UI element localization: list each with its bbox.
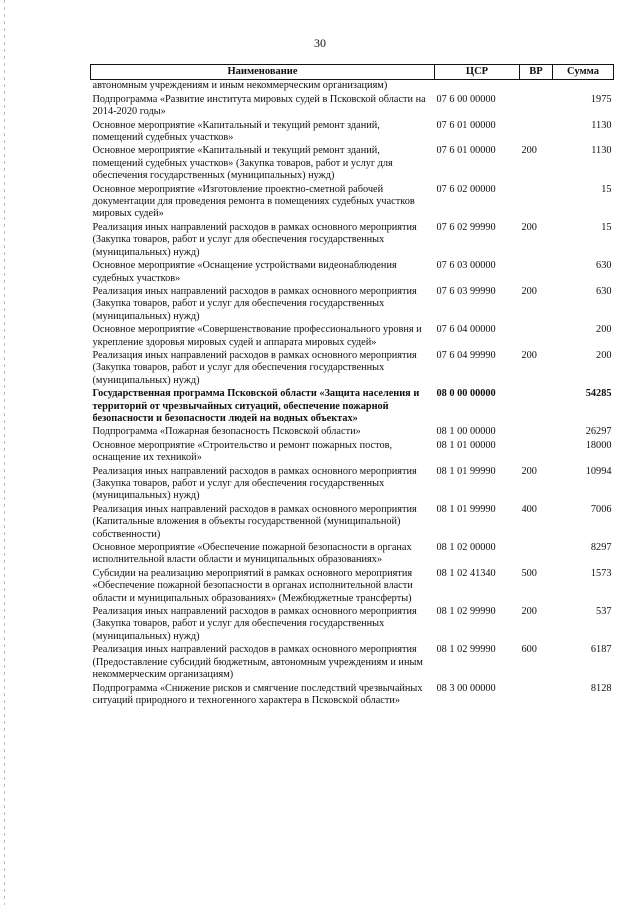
row-sum-cell: 200: [596, 349, 612, 361]
table-row: [91, 184, 614, 222]
page-number: 30: [314, 36, 326, 50]
table-row: [91, 94, 614, 120]
row-csr-cell: 07 6 02 00000: [436, 183, 496, 195]
row-vr-cell: [520, 120, 553, 146]
row-csr-cell: [435, 80, 520, 94]
row-sum-cell: 1573: [590, 567, 612, 579]
row-name-cell: Реализация иных направлений расходов в рамках основного мероприятия (Закупка товаров, работ и услуг для обеспечения государственных (муниципальных) нужд): [92, 606, 417, 642]
row-sum-cell: 537: [596, 606, 612, 618]
table-row: [91, 145, 614, 183]
row-vr-cell: 200: [521, 145, 537, 157]
row-name-cell: Основное мероприятие «Обеспечение пожарной безопасности в органах исполнительной власти области и муниципальных образованиях»: [92, 542, 412, 566]
scan-edge: [4, 0, 5, 905]
row-csr-cell: 07 6 01 00000: [436, 145, 496, 157]
row-sum-cell: 54285: [585, 388, 612, 400]
row-vr-cell: [520, 440, 553, 466]
row-vr-cell: 200: [521, 465, 537, 477]
row-sum-cell: 15: [601, 183, 612, 195]
row-name-cell: Основное мероприятие «Оснащение устройствами видеонаблюдения судебных участков»: [92, 260, 397, 284]
row-name-cell: Реализация иных направлений расходов в рамках основного мероприятия (Закупка товаров, работ и услуг для обеспечения государственных (муниципальных) нужд): [92, 349, 417, 386]
row-name-cell: Субсидии на реализацию мероприятий в рамках основного мероприятия «Обеспечение пожарной безопасности в органах исполнительной власти области и муниципальных образованиях» (Межбюджетные трансферты): [92, 567, 413, 604]
row-name-cell: Основное мероприятие «Капитальный и текущий ремонт зданий, помещений судебных участков» (Закупка товаров, работ и услуг для обеспечения государственных (муниципальных) нужд): [92, 145, 393, 182]
row-sum-cell: 1975: [590, 93, 612, 105]
row-sum-cell: 630: [596, 285, 612, 297]
row-name-cell: Реализация иных направлений расходов в рамках основного мероприятия (Закупка товаров, работ и услуг для обеспечения государственных (муниципальных) нужд): [92, 285, 417, 322]
row-sum-cell: 1130: [591, 119, 612, 131]
table-row: [91, 260, 614, 286]
table-row: [91, 504, 614, 542]
row-vr-cell: 400: [521, 503, 537, 515]
row-csr-cell: 08 0 00 00000: [436, 388, 496, 400]
table-row: [91, 568, 614, 606]
row-name-cell: Государственная программа Псковской области «Защита населения и территорий от чрезвычайных ситуаций, обеспечение пожарной безопасности и безопасности людей на водных объектах»: [92, 388, 420, 424]
row-vr-cell: 200: [521, 221, 537, 233]
table-row: [91, 683, 614, 709]
table-row: [91, 350, 614, 388]
row-name-cell: Основное мероприятие «Изготовление проектно-сметной рабочей документации для проведения ремонта в помещениях судебных участков мировых судей»: [92, 183, 415, 220]
row-vr-cell: [520, 542, 553, 568]
row-vr-cell: [520, 260, 553, 286]
row-sum-cell: 8128: [590, 682, 612, 694]
table-row: [91, 120, 614, 146]
row-csr-cell: 07 6 03 00000: [436, 260, 496, 272]
header-csr: ЦСР: [435, 65, 520, 80]
row-vr-cell: 200: [521, 349, 537, 361]
table-row: [91, 606, 614, 644]
row-vr-cell: [520, 324, 553, 350]
row-name-cell: Основное мероприятие «Капитальный и текущий ремонт зданий, помещений судебных участков»: [92, 119, 380, 144]
row-sum-cell: 18000: [585, 439, 612, 451]
row-sum-cell: [553, 80, 614, 94]
row-sum-cell: 630: [596, 260, 612, 272]
row-vr-cell: 600: [521, 644, 537, 656]
table-row: [91, 324, 614, 350]
row-vr-cell: [520, 426, 553, 439]
row-csr-cell: 08 1 00 00000: [436, 426, 496, 438]
row-vr-cell: [520, 683, 553, 709]
table-row: [91, 286, 614, 324]
row-sum-cell: 15: [601, 221, 612, 233]
header-sum: Сумма: [553, 65, 614, 80]
row-csr-cell: 08 3 00 00000: [436, 682, 496, 694]
row-csr-cell: 07 6 00 00000: [436, 93, 496, 105]
table-row: [91, 426, 614, 439]
row-sum-cell: 7006: [590, 503, 612, 515]
row-name-cell: Основное мероприятие «Совершенствование профессионального уровня и укрепление здоровья мировых судей и аппарата мировых судей»: [92, 324, 422, 348]
row-sum-cell: 8297: [590, 542, 612, 554]
row-csr-cell: 08 1 01 99990: [436, 503, 496, 515]
row-name-cell: Подпрограмма «Развитие института мировых судей в Псковской области на 2014-2020 годы»: [92, 93, 426, 118]
row-vr-cell: 500: [521, 567, 537, 579]
table-row: [91, 80, 614, 94]
row-name-cell: автономным учреждениям и иным некоммерческим организациям): [92, 80, 388, 92]
table-row: [91, 466, 614, 504]
row-csr-cell: 07 6 04 00000: [436, 324, 496, 336]
row-name-cell: Реализация иных направлений расходов в рамках основного мероприятия (Закупка товаров, работ и услуг для обеспечения государственных (муниципальных) нужд): [92, 465, 417, 502]
header-vr: ВР: [520, 65, 553, 80]
row-csr-cell: 08 1 01 00000: [436, 439, 496, 451]
row-csr-cell: 07 6 04 99990: [436, 349, 496, 361]
row-csr-cell: 07 6 01 00000: [436, 119, 496, 131]
row-vr-cell: 200: [521, 285, 537, 297]
row-vr-cell: [520, 388, 553, 426]
row-name-cell: Подпрограмма «Снижение рисков и смягчение последствий чрезвычайных ситуаций природного и техногенного характера в Псковской области»: [92, 682, 423, 706]
row-csr-cell: 08 1 02 99990: [436, 644, 496, 656]
row-csr-cell: 07 6 03 99990: [436, 285, 496, 297]
table-header-row: [91, 65, 614, 80]
header-name: Наименование: [91, 65, 435, 80]
row-vr-cell: 200: [521, 606, 537, 618]
table-row: [91, 222, 614, 260]
budget-table: [90, 64, 614, 708]
row-csr-cell: 08 1 02 99990: [436, 606, 496, 618]
row-csr-cell: 08 1 01 99990: [436, 465, 496, 477]
table-body: [91, 80, 614, 708]
row-name-cell: Реализация иных направлений расходов в рамках основного мероприятия (Капитальные вложения в объекты государственной (муниципальной) собственности): [92, 503, 417, 540]
row-name-cell: Реализация иных направлений расходов в рамках основного мероприятия (Закупка товаров, работ и услуг для обеспечения государственных (муниципальных) нужд): [92, 221, 417, 258]
row-csr-cell: 08 1 02 41340: [436, 567, 496, 579]
table-row: [91, 542, 614, 568]
row-vr-cell: [520, 94, 553, 120]
table-row: [91, 644, 614, 682]
row-vr-cell: [520, 184, 553, 222]
table-row: [91, 388, 614, 426]
row-sum-cell: 10994: [585, 465, 612, 477]
row-sum-cell: 1130: [591, 145, 612, 157]
row-sum-cell: 26297: [585, 426, 612, 438]
row-name-cell: Реализация иных направлений расходов в рамках основного мероприятия (Предоставление субсидий бюджетным, автономным учреждениям и иным некоммерческим организациям): [92, 644, 423, 681]
table-row: [91, 440, 614, 466]
row-csr-cell: 07 6 02 99990: [436, 221, 496, 233]
row-vr-cell: [520, 80, 553, 94]
row-name-cell: Подпрограмма «Пожарная безопасность Псковской области»: [92, 426, 361, 438]
row-sum-cell: 6187: [590, 644, 612, 656]
row-sum-cell: 200: [596, 324, 612, 336]
row-name-cell: Основное мероприятие «Строительство и ремонт пожарных постов, оснащение их техникой»: [92, 439, 393, 464]
row-csr-cell: 08 1 02 00000: [436, 542, 496, 554]
